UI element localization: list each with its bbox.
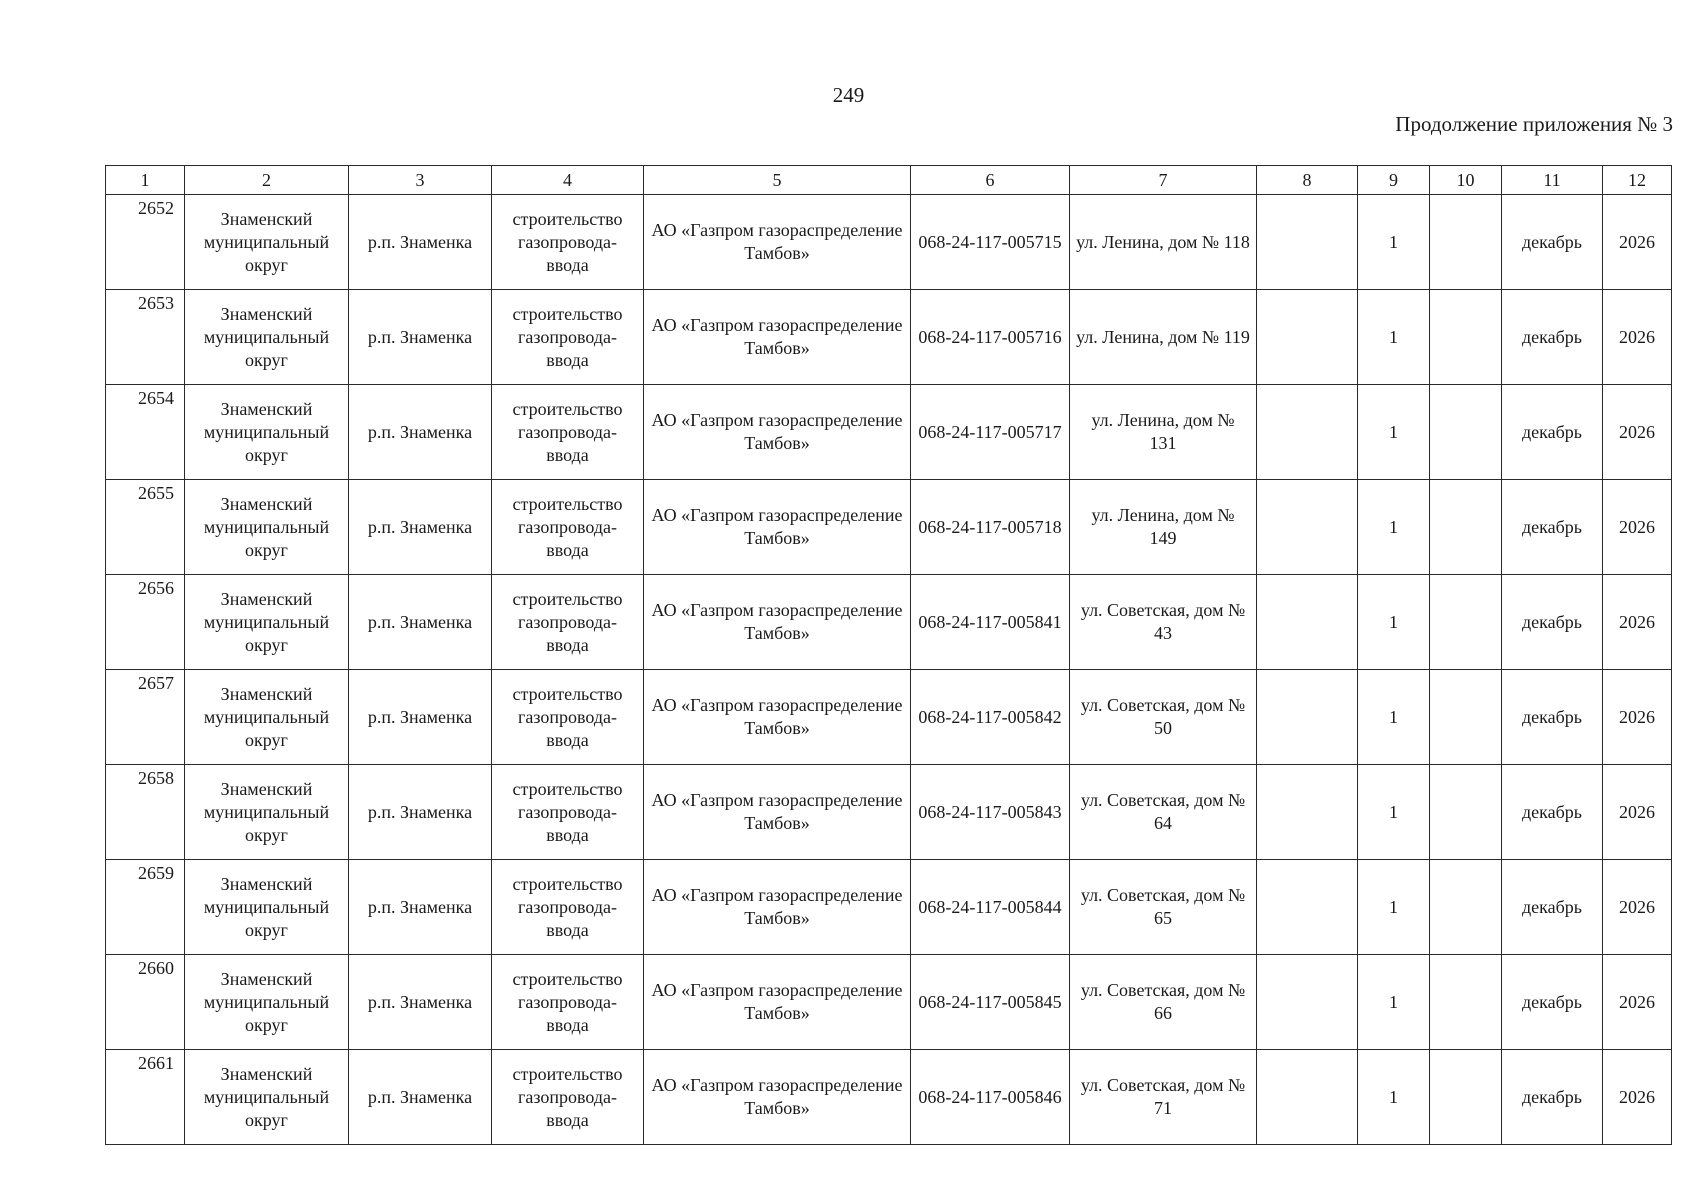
row-number: 2658: [106, 765, 185, 860]
object-code-cell: 068-24-117-005843: [911, 765, 1070, 860]
address-cell: ул. Ленина, дом № 131: [1070, 385, 1257, 480]
address-cell: ул. Советская, дом № 50: [1070, 670, 1257, 765]
locality-cell: р.п. Знаменка: [349, 1050, 492, 1145]
table-row: [106, 860, 1672, 955]
table-body: [106, 195, 1672, 1145]
column-8-cell: [1257, 860, 1358, 955]
object-code-cell: 068-24-117-005841: [911, 575, 1070, 670]
year-cell: 2026: [1603, 195, 1672, 290]
object-code-cell: 068-24-117-005846: [911, 1050, 1070, 1145]
column-10-cell: [1430, 290, 1502, 385]
row-number: 2652: [106, 195, 185, 290]
organization-cell: АО «Газпром газораспределение Тамбов»: [644, 765, 911, 860]
month-cell: декабрь: [1502, 575, 1603, 670]
work-type-cell: строительство газопровода-ввода: [492, 1050, 644, 1145]
column-header-5: 5: [644, 166, 911, 195]
page-number: 249: [832, 83, 865, 107]
month-cell: декабрь: [1502, 480, 1603, 575]
month-cell: декабрь: [1502, 290, 1603, 385]
table-row: [106, 765, 1672, 860]
quantity-cell: 1: [1358, 860, 1430, 955]
locality-cell: р.п. Знаменка: [349, 860, 492, 955]
work-type-cell: строительство газопровода-ввода: [492, 385, 644, 480]
month-cell: декабрь: [1502, 1050, 1603, 1145]
column-header-12: 12: [1603, 166, 1672, 195]
column-header-6: 6: [911, 166, 1070, 195]
quantity-cell: 1: [1358, 575, 1430, 670]
month-cell: декабрь: [1502, 955, 1603, 1050]
row-number: 2656: [106, 575, 185, 670]
year-cell: 2026: [1603, 670, 1672, 765]
district-cell: Знаменский муниципальный округ: [185, 955, 349, 1050]
table-row: [106, 385, 1672, 480]
quantity-cell: 1: [1358, 1050, 1430, 1145]
column-10-cell: [1430, 955, 1502, 1050]
table-row: [106, 1050, 1672, 1145]
column-10-cell: [1430, 670, 1502, 765]
column-8-cell: [1257, 955, 1358, 1050]
year-cell: 2026: [1603, 290, 1672, 385]
column-header-2: 2: [185, 166, 349, 195]
row-number: 2660: [106, 955, 185, 1050]
organization-cell: АО «Газпром газораспределение Тамбов»: [644, 195, 911, 290]
address-cell: ул. Советская, дом № 64: [1070, 765, 1257, 860]
address-cell: ул. Ленина, дом № 119: [1070, 290, 1257, 385]
object-code-cell: 068-24-117-005845: [911, 955, 1070, 1050]
column-8-cell: [1257, 195, 1358, 290]
locality-cell: р.п. Знаменка: [349, 290, 492, 385]
column-8-cell: [1257, 765, 1358, 860]
object-code-cell: 068-24-117-005716: [911, 290, 1070, 385]
column-10-cell: [1430, 385, 1502, 480]
column-8-cell: [1257, 1050, 1358, 1145]
organization-cell: АО «Газпром газораспределение Тамбов»: [644, 670, 911, 765]
work-type-cell: строительство газопровода-ввода: [492, 480, 644, 575]
year-cell: 2026: [1603, 575, 1672, 670]
organization-cell: АО «Газпром газораспределение Тамбов»: [644, 860, 911, 955]
table-row: [106, 670, 1672, 765]
row-number: 2653: [106, 290, 185, 385]
column-8-cell: [1257, 480, 1358, 575]
row-number: 2661: [106, 1050, 185, 1145]
year-cell: 2026: [1603, 1050, 1672, 1145]
month-cell: декабрь: [1502, 670, 1603, 765]
column-10-cell: [1430, 575, 1502, 670]
row-number: 2654: [106, 385, 185, 480]
row-number: 2655: [106, 480, 185, 575]
month-cell: декабрь: [1502, 860, 1603, 955]
district-cell: Знаменский муниципальный округ: [185, 575, 349, 670]
row-number: 2657: [106, 670, 185, 765]
column-10-cell: [1430, 860, 1502, 955]
work-type-cell: строительство газопровода-ввода: [492, 290, 644, 385]
quantity-cell: 1: [1358, 290, 1430, 385]
object-code-cell: 068-24-117-005715: [911, 195, 1070, 290]
month-cell: декабрь: [1502, 765, 1603, 860]
quantity-cell: 1: [1358, 765, 1430, 860]
organization-cell: АО «Газпром газораспределение Тамбов»: [644, 290, 911, 385]
district-cell: Знаменский муниципальный округ: [185, 480, 349, 575]
address-cell: ул. Советская, дом № 43: [1070, 575, 1257, 670]
district-cell: Знаменский муниципальный округ: [185, 290, 349, 385]
column-8-cell: [1257, 290, 1358, 385]
object-code-cell: 068-24-117-005844: [911, 860, 1070, 955]
table-row: [106, 955, 1672, 1050]
address-cell: ул. Ленина, дом № 149: [1070, 480, 1257, 575]
year-cell: 2026: [1603, 480, 1672, 575]
district-cell: Знаменский муниципальный округ: [185, 1050, 349, 1145]
quantity-cell: 1: [1358, 955, 1430, 1050]
year-cell: 2026: [1603, 955, 1672, 1050]
month-cell: декабрь: [1502, 195, 1603, 290]
organization-cell: АО «Газпром газораспределение Тамбов»: [644, 1050, 911, 1145]
quantity-cell: 1: [1358, 195, 1430, 290]
district-cell: Знаменский муниципальный округ: [185, 385, 349, 480]
locality-cell: р.п. Знаменка: [349, 195, 492, 290]
object-code-cell: 068-24-117-005717: [911, 385, 1070, 480]
column-10-cell: [1430, 1050, 1502, 1145]
column-10-cell: [1430, 195, 1502, 290]
organization-cell: АО «Газпром газораспределение Тамбов»: [644, 575, 911, 670]
quantity-cell: 1: [1358, 480, 1430, 575]
column-header-1: 1: [106, 166, 185, 195]
column-8-cell: [1257, 670, 1358, 765]
object-code-cell: 068-24-117-005842: [911, 670, 1070, 765]
locality-cell: р.п. Знаменка: [349, 480, 492, 575]
district-cell: Знаменский муниципальный округ: [185, 670, 349, 765]
work-type-cell: строительство газопровода-ввода: [492, 765, 644, 860]
year-cell: 2026: [1603, 765, 1672, 860]
address-cell: ул. Советская, дом № 71: [1070, 1050, 1257, 1145]
column-8-cell: [1257, 385, 1358, 480]
district-cell: Знаменский муниципальный округ: [185, 860, 349, 955]
column-10-cell: [1430, 480, 1502, 575]
year-cell: 2026: [1603, 385, 1672, 480]
column-header-7: 7: [1070, 166, 1257, 195]
row-number: 2659: [106, 860, 185, 955]
header-row: [106, 166, 1672, 195]
organization-cell: АО «Газпром газораспределение Тамбов»: [644, 480, 911, 575]
work-type-cell: строительство газопровода-ввода: [492, 955, 644, 1050]
locality-cell: р.п. Знаменка: [349, 385, 492, 480]
table-row: [106, 575, 1672, 670]
locality-cell: р.п. Знаменка: [349, 955, 492, 1050]
address-cell: ул. Советская, дом № 65: [1070, 860, 1257, 955]
quantity-cell: 1: [1358, 385, 1430, 480]
quantity-cell: 1: [1358, 670, 1430, 765]
column-header-8: 8: [1257, 166, 1358, 195]
column-header-11: 11: [1502, 166, 1603, 195]
column-header-10: 10: [1430, 166, 1502, 195]
object-code-cell: 068-24-117-005718: [911, 480, 1070, 575]
work-type-cell: строительство газопровода-ввода: [492, 670, 644, 765]
table-row: [106, 290, 1672, 385]
table-row: [106, 195, 1672, 290]
organization-cell: АО «Газпром газораспределение Тамбов»: [644, 385, 911, 480]
column-header-3: 3: [349, 166, 492, 195]
month-cell: декабрь: [1502, 385, 1603, 480]
registry-table: [105, 165, 1672, 1145]
locality-cell: р.п. Знаменка: [349, 670, 492, 765]
continuation-note: Продолжение приложения № 3: [1395, 112, 1673, 136]
address-cell: ул. Ленина, дом № 118: [1070, 195, 1257, 290]
work-type-cell: строительство газопровода-ввода: [492, 575, 644, 670]
district-cell: Знаменский муниципальный округ: [185, 765, 349, 860]
locality-cell: р.п. Знаменка: [349, 575, 492, 670]
column-header-9: 9: [1358, 166, 1430, 195]
district-cell: Знаменский муниципальный округ: [185, 195, 349, 290]
column-10-cell: [1430, 765, 1502, 860]
column-header-4: 4: [492, 166, 644, 195]
column-8-cell: [1257, 575, 1358, 670]
work-type-cell: строительство газопровода-ввода: [492, 195, 644, 290]
table-row: [106, 480, 1672, 575]
year-cell: 2026: [1603, 860, 1672, 955]
work-type-cell: строительство газопровода-ввода: [492, 860, 644, 955]
locality-cell: р.п. Знаменка: [349, 765, 492, 860]
organization-cell: АО «Газпром газораспределение Тамбов»: [644, 955, 911, 1050]
address-cell: ул. Советская, дом № 66: [1070, 955, 1257, 1050]
